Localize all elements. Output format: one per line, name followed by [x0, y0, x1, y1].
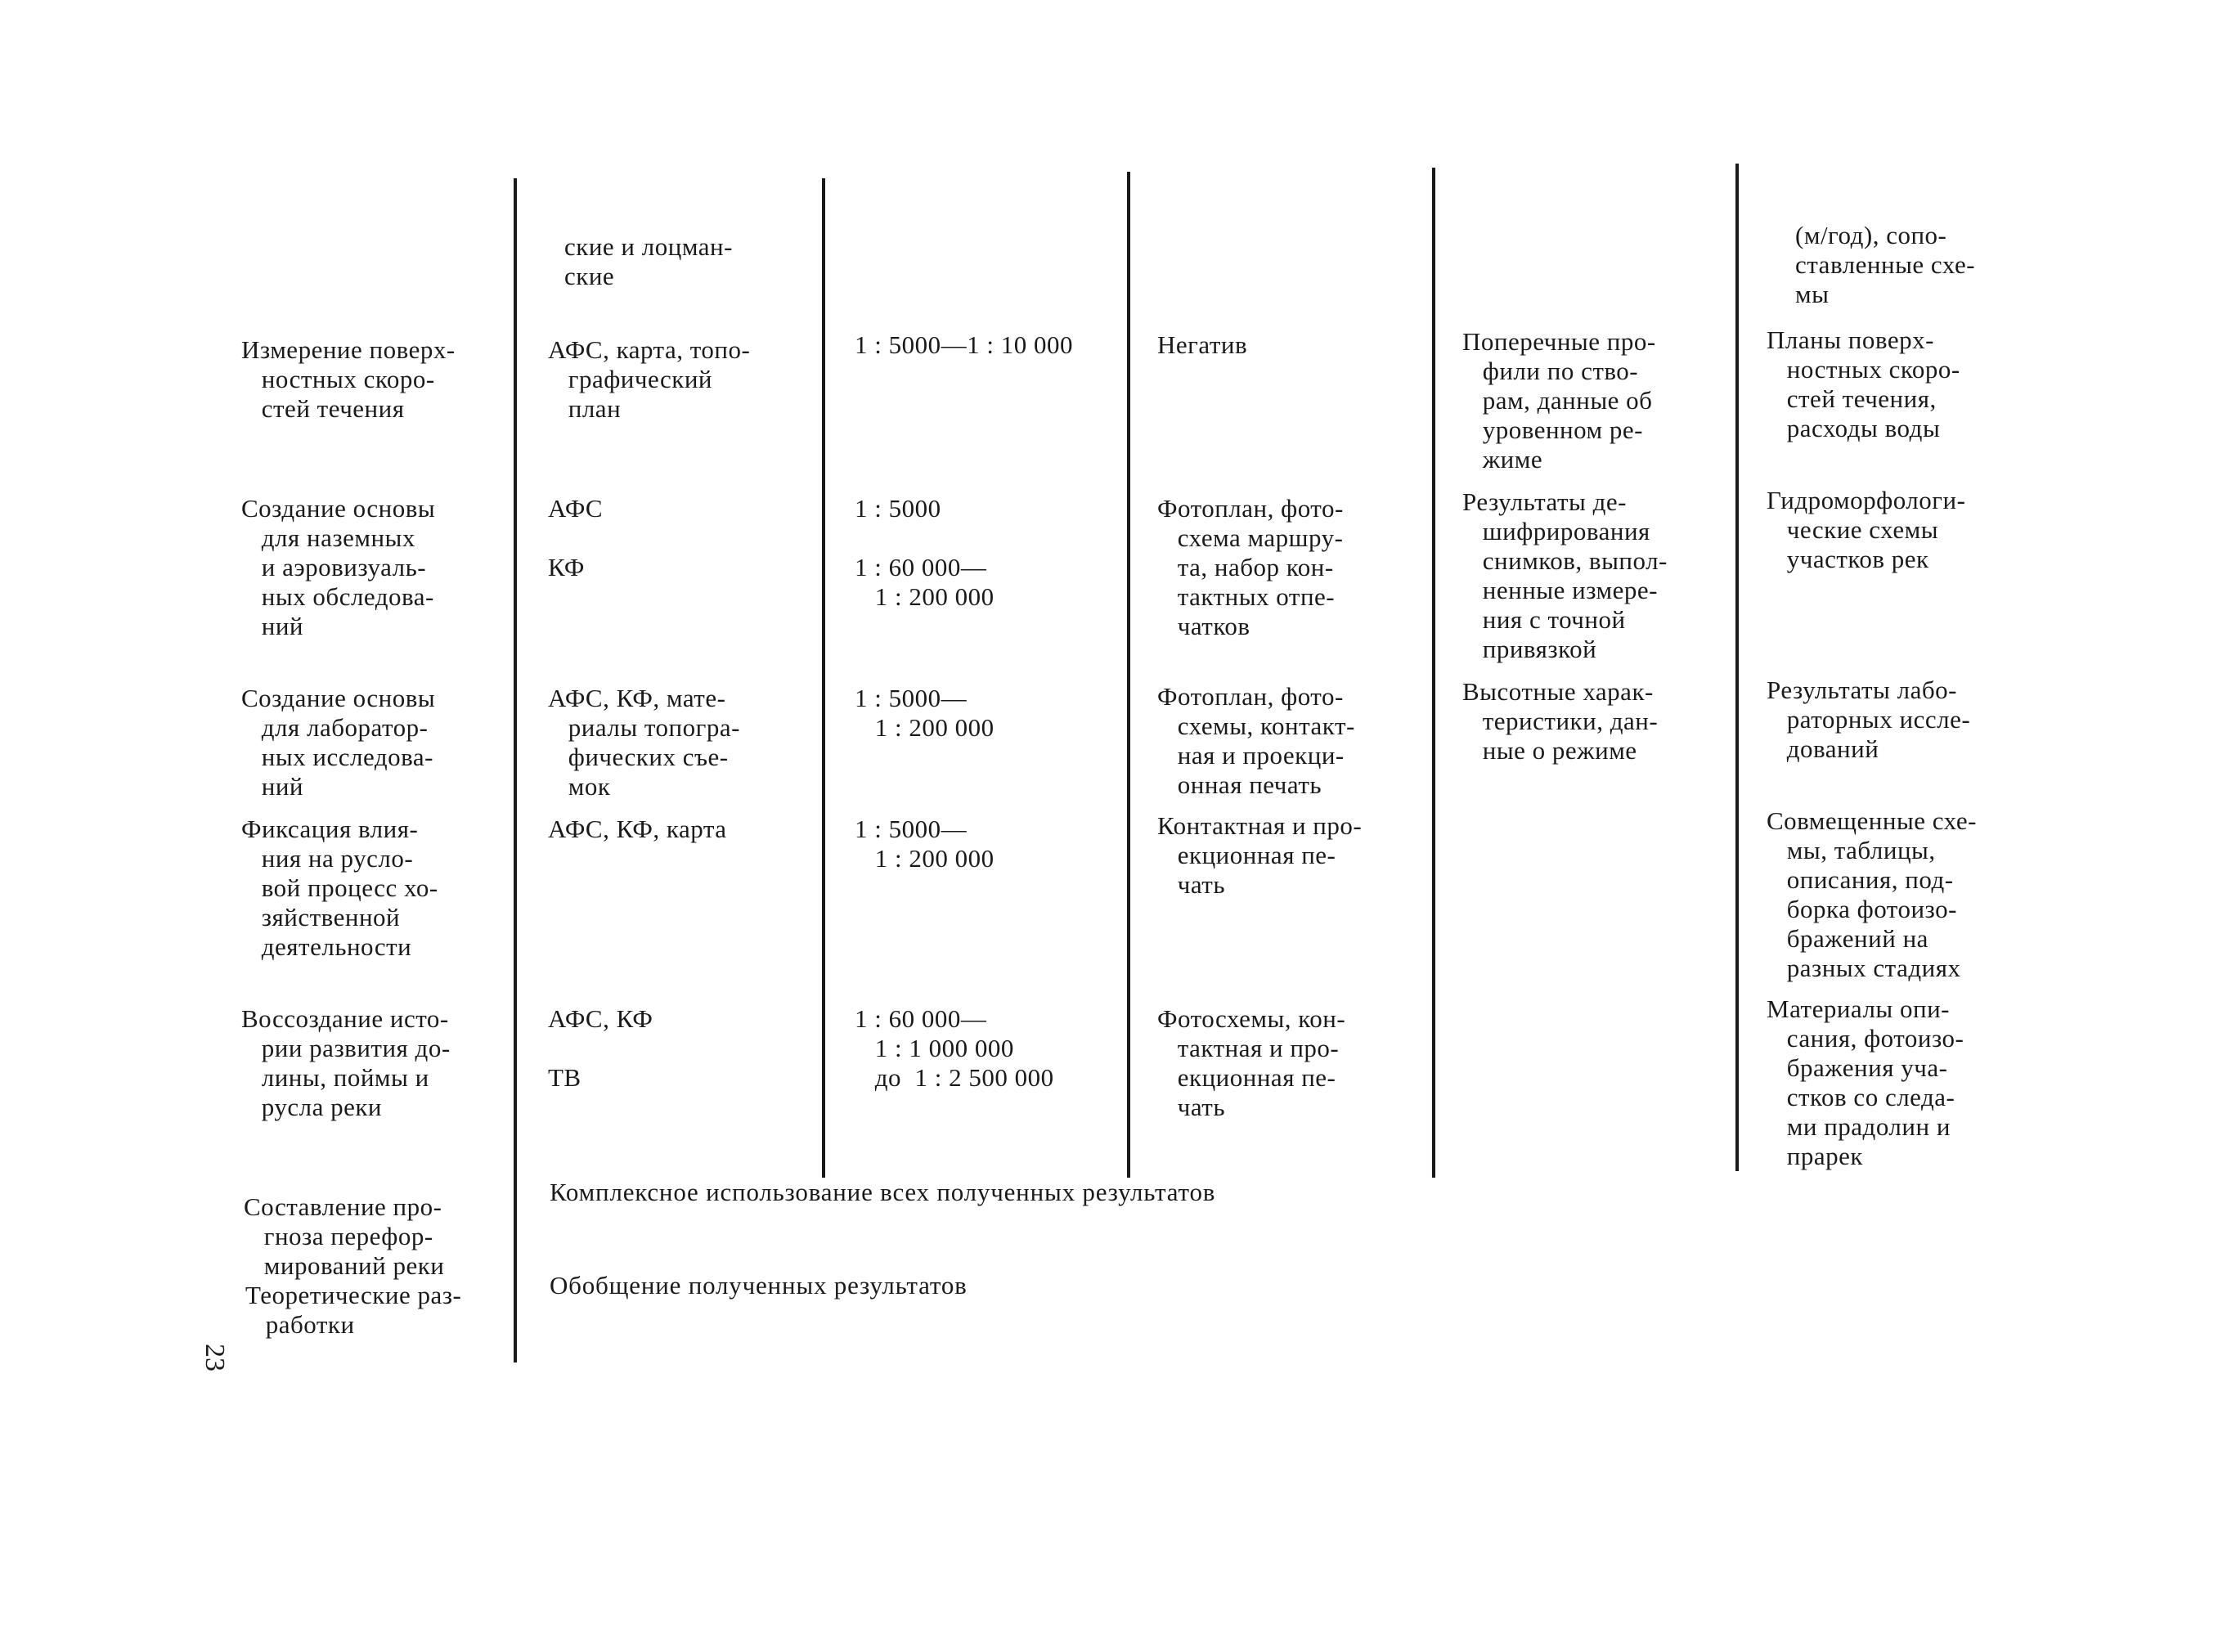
table-cell: ские и лоцман- ские — [564, 232, 733, 290]
table-cell: Результаты де- шифрирования снимков, выпол- ненные измере- ния с точной привязкой — [1462, 487, 1668, 663]
table-cell: Планы поверх- ностных скоро- стей течения, расходы воды — [1767, 325, 1960, 442]
table-cell: АФС, КФ ТВ — [548, 1004, 653, 1092]
table-cell: Высотные харак- теристики, дан- ные о режиме — [1462, 677, 1659, 765]
column-rule-4 — [1432, 168, 1435, 1178]
table-cell: Результаты лабо- раторных иссле- дований — [1767, 676, 1971, 763]
table-cell: 1 : 5000— 1 : 200 000 — [855, 815, 995, 873]
table-cell: Материалы опи- сания, фотоизо- бражения уча- стков со следа- ми прадолин и прарек — [1767, 994, 1964, 1170]
table-cell: Поперечные про- фили по ство- рам, данные об уровенном ре- жиме — [1462, 327, 1656, 474]
table-cell: АФС, КФ, мате- риалы топогра- фических съе- мок — [548, 684, 740, 801]
table-cell: Измерение поверх- ностных скоро- стей течения — [241, 335, 456, 423]
column-rule-3 — [1127, 172, 1130, 1178]
column-rule-5 — [1735, 164, 1739, 1171]
table-cell: Воссоздание исто- рии развития до- лины, поймы и русла реки — [241, 1004, 451, 1121]
table-cell: АФС, КФ, карта — [548, 815, 727, 843]
table-cell: 1 : 5000 1 : 60 000— 1 : 200 000 — [855, 494, 995, 611]
table-cell: (м/год), сопо- ставленные схе- мы — [1795, 221, 1976, 308]
table-cell: Фиксация влия- ния на русло- вой процесс хо- зяйственной деятельности — [241, 815, 438, 961]
table-cell: Создание основы для наземных и аэровизуаль- ных обследова- ний — [241, 494, 436, 640]
table-cell: Гидроморфологи- ческие схемы участков рек — [1767, 486, 1966, 573]
table-cell: Фотоплан, фото- схемы, контакт- ная и проекци- онная печать — [1157, 682, 1355, 799]
table-cell: Создание основы для лаборатор- ных исследова- ний — [241, 684, 436, 801]
column-rule-2 — [822, 178, 825, 1178]
table-cell: 1 : 60 000— 1 : 1 000 000 до 1 : 2 500 000 — [855, 1004, 1054, 1092]
table-cell: Контактная и про- екционная пе- чать — [1157, 811, 1363, 899]
table-cell: Негатив — [1157, 330, 1248, 359]
table-cell: Фотоплан, фото- схема маршру- та, набор кон- тактных отпе- чатков — [1157, 494, 1344, 640]
table-cell: 1 : 5000—1 : 10 000 — [855, 330, 1073, 359]
column-rule-1 — [514, 178, 517, 1362]
table-cell: Совмещенные схе- мы, таблицы, описания, под- борка фотоизо- бражений на разных стадиях — [1767, 806, 1977, 982]
table-cell: Теоретические раз- работки — [245, 1281, 462, 1339]
table-cell: Фотосхемы, кон- тактная и про- екционная пе- чать — [1157, 1004, 1346, 1121]
spanning-cell: Обобщение полученных результатов — [550, 1271, 968, 1300]
table-cell: АФС, карта, топо- графический план — [548, 335, 751, 423]
page-number: 23 — [200, 1344, 230, 1371]
spanning-cell: Комплексное использование всех полученных результатов — [550, 1178, 1216, 1206]
table-cell: 1 : 5000— 1 : 200 000 — [855, 684, 995, 742]
table-cell: Составление про- гноза перефор- мирований реки — [244, 1192, 445, 1280]
table-cell: АФС КФ — [548, 494, 604, 581]
